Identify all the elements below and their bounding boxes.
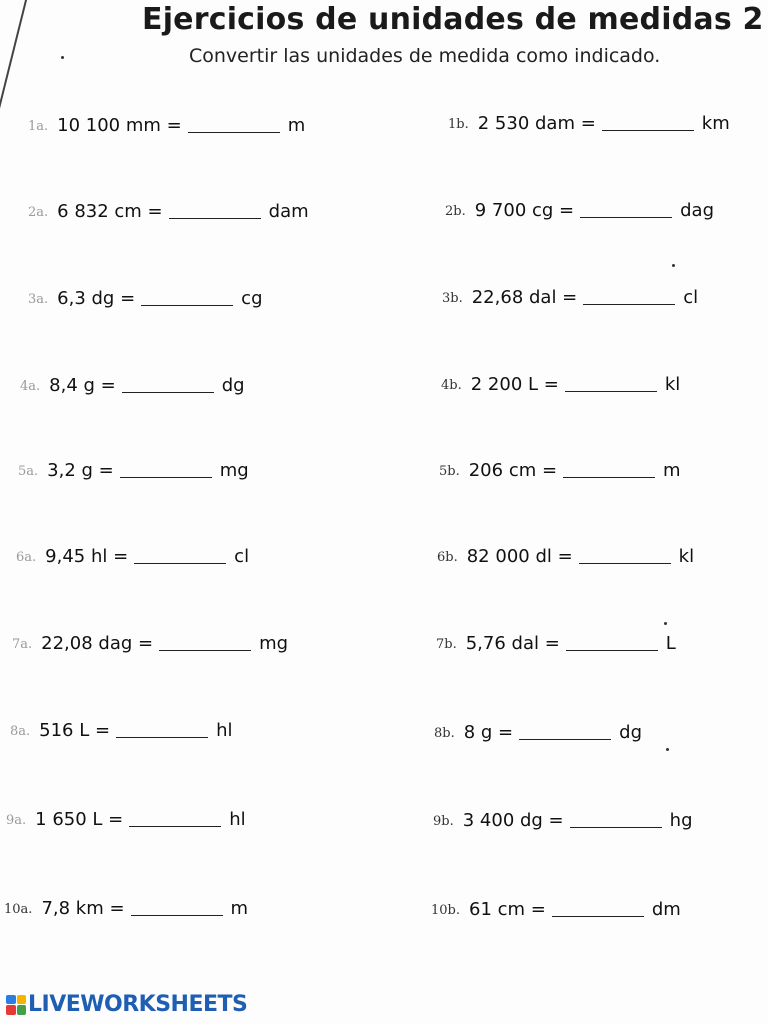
exercise-expression: 1 650 L = <box>35 809 124 830</box>
target-unit: m <box>230 898 249 919</box>
scan-speck <box>666 748 669 751</box>
exercise-7a <box>12 632 288 656</box>
exercise-expression: 22,68 dal = <box>471 287 578 308</box>
answer-blank[interactable] <box>188 114 280 133</box>
target-unit: kl <box>678 546 695 567</box>
exercise-expression: 3 400 dg = <box>462 810 564 831</box>
exercise-number: 3b. <box>442 291 463 306</box>
exercise-6a <box>16 545 249 569</box>
exercise-8b <box>434 721 642 745</box>
logo-grid-icon <box>6 995 26 1015</box>
exercise-expression: 2 200 L = <box>470 374 559 395</box>
answer-blank[interactable] <box>602 112 694 131</box>
exercise-expression: 61 cm = <box>469 899 546 920</box>
answer-blank[interactable] <box>122 374 214 393</box>
logo-square <box>17 1005 27 1015</box>
target-unit: mg <box>259 633 289 654</box>
exercise-4b <box>441 373 680 397</box>
exercise-expression: 10 100 mm = <box>57 115 182 136</box>
answer-blank[interactable] <box>563 459 655 478</box>
answer-blank[interactable] <box>129 808 221 827</box>
exercise-expression: 5,76 dal = <box>465 633 560 654</box>
answer-blank[interactable] <box>169 200 261 219</box>
target-unit: km <box>701 113 730 134</box>
paper-edge-line <box>0 0 32 116</box>
exercise-number: 6a. <box>16 550 37 565</box>
target-unit: cg <box>241 288 263 309</box>
answer-blank[interactable] <box>116 719 208 738</box>
exercise-expression: 82 000 dl = <box>466 546 573 567</box>
target-unit: hl <box>229 809 246 830</box>
answer-blank[interactable] <box>566 632 658 651</box>
exercise-number: 4a. <box>20 379 41 394</box>
target-unit: dam <box>268 201 309 222</box>
target-unit: hg <box>669 810 693 831</box>
exercise-expression: 6 832 cm = <box>57 201 163 222</box>
exercise-expression: 206 cm = <box>468 460 558 481</box>
exercise-expression: 3,2 g = <box>47 460 114 481</box>
exercise-number: 2a. <box>28 205 49 220</box>
exercise-8a <box>10 719 233 743</box>
exercise-number: 8a. <box>10 724 31 739</box>
exercise-number: 9b. <box>433 814 454 829</box>
target-unit: dg <box>619 722 642 743</box>
exercise-number: 10a. <box>4 902 33 917</box>
exercise-expression: 8 g = <box>463 722 514 743</box>
scan-speck <box>672 264 675 267</box>
exercise-1a <box>28 114 305 138</box>
exercise-expression: 8,4 g = <box>49 375 116 396</box>
exercise-3b <box>442 286 698 310</box>
exercise-2b <box>445 199 714 223</box>
exercise-expression: 9 700 cg = <box>474 200 575 221</box>
logo-text: LIVEWORKSHEETS <box>28 992 248 1017</box>
exercise-9b <box>433 809 693 833</box>
exercise-expression: 516 L = <box>39 720 111 741</box>
exercise-number: 1a. <box>28 119 49 134</box>
exercise-number: 8b. <box>434 726 455 741</box>
target-unit: kl <box>664 374 681 395</box>
exercise-number: 1b. <box>448 117 469 132</box>
exercise-9a <box>6 808 246 832</box>
answer-blank[interactable] <box>570 809 662 828</box>
answer-blank[interactable] <box>565 373 657 392</box>
answer-blank[interactable] <box>580 199 672 218</box>
exercise-6b <box>437 545 694 569</box>
logo-square <box>6 995 16 1005</box>
liveworksheets-logo <box>6 992 247 1017</box>
exercise-3a <box>28 287 263 311</box>
exercise-number: 10b. <box>431 903 460 918</box>
page-title: Ejercicios de unidades de medidas 2 <box>142 2 764 37</box>
target-unit: dg <box>221 375 245 396</box>
exercise-5b <box>439 459 681 483</box>
page-subtitle: Convertir las unidades de medida como indicado. <box>189 45 661 67</box>
exercise-number: 3a. <box>28 292 49 307</box>
exercise-1b <box>448 112 730 136</box>
answer-blank[interactable] <box>159 632 251 651</box>
target-unit: m <box>663 460 681 481</box>
answer-blank[interactable] <box>134 545 226 564</box>
answer-blank[interactable] <box>552 898 644 917</box>
answer-blank[interactable] <box>120 459 212 478</box>
answer-blank[interactable] <box>583 286 675 305</box>
scan-speck <box>61 56 64 59</box>
exercise-expression: 22,08 dag = <box>41 633 154 654</box>
exercise-number: 4b. <box>441 378 462 393</box>
logo-square <box>6 1005 16 1015</box>
exercise-5a <box>18 459 249 483</box>
answer-blank[interactable] <box>141 287 233 306</box>
exercise-expression: 9,45 hl = <box>45 546 129 567</box>
target-unit: dag <box>680 200 715 221</box>
answer-blank[interactable] <box>519 721 611 740</box>
exercise-4a <box>20 374 245 398</box>
answer-blank[interactable] <box>131 897 223 916</box>
target-unit: hl <box>216 720 233 741</box>
exercise-number: 5a. <box>18 464 39 479</box>
exercise-2a <box>28 200 309 224</box>
target-unit: cl <box>683 287 699 308</box>
exercise-10b <box>431 898 681 922</box>
exercise-expression: 7,8 km = <box>41 898 125 919</box>
exercise-number: 2b. <box>445 204 466 219</box>
exercise-number: 6b. <box>437 550 458 565</box>
exercise-number: 7b. <box>436 637 457 652</box>
exercise-number: 5b. <box>439 464 460 479</box>
target-unit: mg <box>219 460 249 481</box>
scan-speck <box>664 622 667 625</box>
answer-blank[interactable] <box>579 545 671 564</box>
exercise-expression: 6,3 dg = <box>57 288 136 309</box>
exercise-number: 9a. <box>6 813 27 828</box>
target-unit: cl <box>234 546 250 567</box>
target-unit: L <box>665 633 676 654</box>
exercise-expression: 2 530 dam = <box>477 113 596 134</box>
target-unit: m <box>287 115 306 136</box>
exercise-10a <box>4 897 248 921</box>
exercise-7b <box>436 632 676 656</box>
exercise-number: 7a. <box>12 637 33 652</box>
target-unit: dm <box>651 899 681 920</box>
logo-square <box>17 995 27 1005</box>
